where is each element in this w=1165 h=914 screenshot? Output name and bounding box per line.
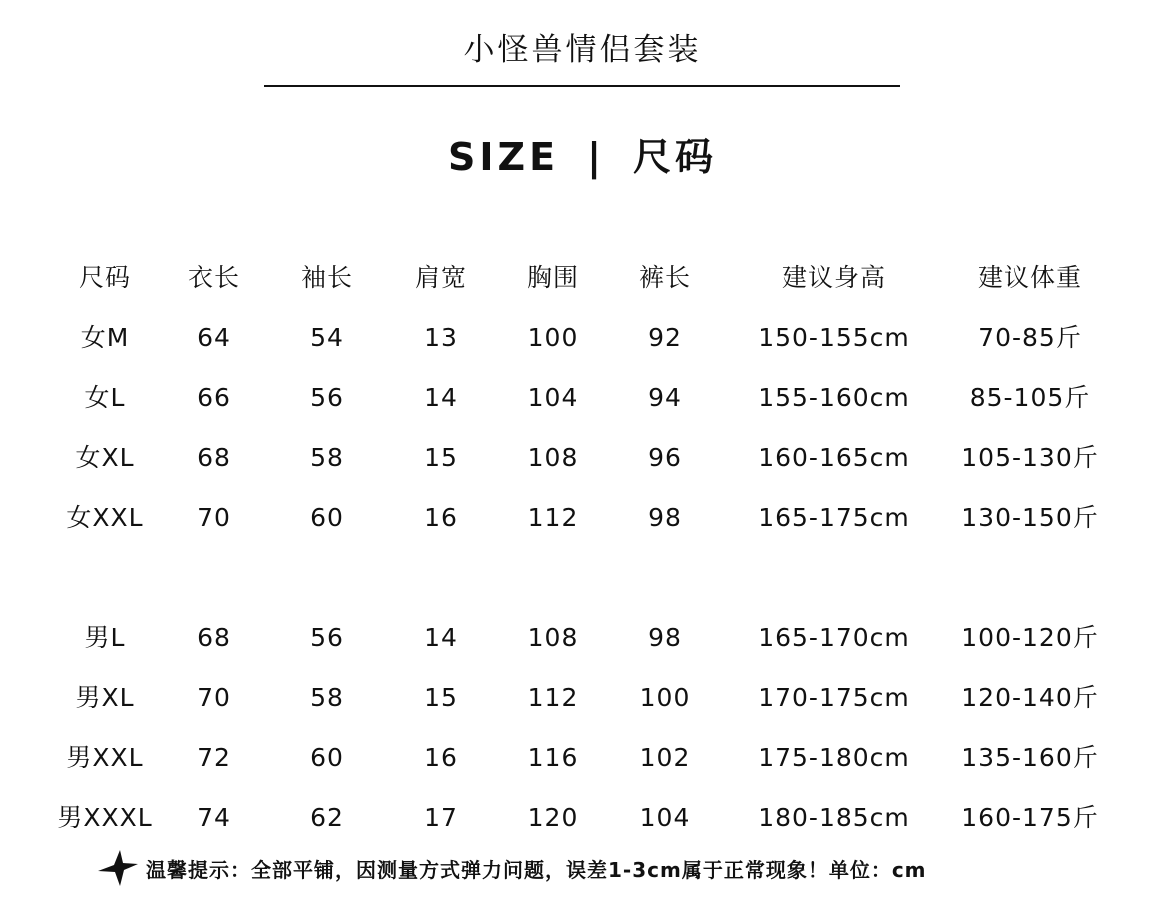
cell-length: 74 bbox=[197, 803, 231, 832]
cell-length: 64 bbox=[197, 323, 231, 352]
cell-pants-length: 92 bbox=[648, 323, 682, 352]
cell-height: 170-175cm bbox=[758, 683, 910, 712]
cell-size: 男XXXL bbox=[57, 803, 153, 832]
cell-chest: 108 bbox=[527, 443, 579, 472]
cell-shoulder: 14 bbox=[424, 383, 458, 412]
star-icon bbox=[96, 848, 140, 888]
cell-shoulder: 14 bbox=[424, 623, 458, 652]
cell-shoulder: 13 bbox=[424, 323, 458, 352]
cell-size: 女XL bbox=[75, 443, 135, 472]
cell-sleeve: 62 bbox=[310, 803, 344, 832]
size-heading-en: SIZE bbox=[448, 135, 560, 179]
table-row bbox=[0, 676, 1165, 720]
table-row bbox=[0, 436, 1165, 480]
cell-length: 68 bbox=[197, 623, 231, 652]
cell-pants-length: 98 bbox=[648, 503, 682, 532]
cell-size: 女M bbox=[80, 323, 130, 352]
cell-size: 女XXL bbox=[66, 503, 144, 532]
header-shoulder: 肩宽 bbox=[414, 263, 467, 292]
cell-weight: 135-160斤 bbox=[961, 743, 1099, 772]
cell-weight: 130-150斤 bbox=[961, 503, 1099, 532]
cell-sleeve: 58 bbox=[310, 683, 344, 712]
cell-length: 70 bbox=[197, 503, 231, 532]
cell-sleeve: 56 bbox=[310, 383, 344, 412]
cell-pants-length: 98 bbox=[648, 623, 682, 652]
cell-size: 男L bbox=[84, 623, 126, 652]
cell-height: 165-170cm bbox=[758, 623, 910, 652]
cell-chest: 112 bbox=[527, 683, 579, 712]
header-size: 尺码 bbox=[78, 263, 131, 292]
cell-height: 150-155cm bbox=[758, 323, 910, 352]
cell-height: 165-175cm bbox=[758, 503, 910, 532]
cell-chest: 108 bbox=[527, 623, 579, 652]
cell-pants-length: 94 bbox=[648, 383, 682, 412]
cell-chest: 104 bbox=[527, 383, 579, 412]
cell-sleeve: 54 bbox=[310, 323, 344, 352]
cell-length: 66 bbox=[197, 383, 231, 412]
cell-size: 男XL bbox=[75, 683, 135, 712]
cell-pants-length: 100 bbox=[639, 683, 691, 712]
cell-weight: 100-120斤 bbox=[961, 623, 1099, 652]
size-heading-cn: 尺码 bbox=[632, 135, 717, 179]
header-pants-length: 裤长 bbox=[638, 263, 691, 292]
size-heading bbox=[0, 126, 1165, 181]
page-title: 小怪兽情侣套装 bbox=[463, 32, 702, 68]
cell-pants-length: 104 bbox=[639, 803, 691, 832]
table-row bbox=[0, 496, 1165, 540]
cell-pants-length: 102 bbox=[639, 743, 691, 772]
measurement-note bbox=[96, 848, 927, 888]
table-row bbox=[0, 736, 1165, 780]
cell-length: 68 bbox=[197, 443, 231, 472]
title-divider bbox=[264, 85, 900, 87]
table-header-row bbox=[0, 256, 1165, 300]
cell-height: 175-180cm bbox=[758, 743, 910, 772]
size-heading-separator: | bbox=[587, 135, 605, 179]
header-weight: 建议体重 bbox=[977, 263, 1082, 292]
cell-sleeve: 60 bbox=[310, 743, 344, 772]
cell-chest: 100 bbox=[527, 323, 579, 352]
cell-shoulder: 15 bbox=[424, 683, 458, 712]
cell-shoulder: 17 bbox=[424, 803, 458, 832]
table-row bbox=[0, 616, 1165, 660]
cell-chest: 120 bbox=[527, 803, 579, 832]
cell-height: 180-185cm bbox=[758, 803, 910, 832]
cell-shoulder: 16 bbox=[424, 743, 458, 772]
cell-weight: 105-130斤 bbox=[961, 443, 1099, 472]
header-chest: 胸围 bbox=[526, 263, 579, 292]
header-height: 建议身高 bbox=[781, 263, 886, 292]
cell-sleeve: 56 bbox=[310, 623, 344, 652]
cell-size: 女L bbox=[84, 383, 126, 412]
measurement-note-text: 温馨提示：全部平铺，因测量方式弹力问题，误差1-3cm属于正常现象！单位：cm bbox=[146, 857, 927, 882]
header-length: 衣长 bbox=[187, 263, 240, 292]
cell-pants-length: 96 bbox=[648, 443, 682, 472]
table-row bbox=[0, 376, 1165, 420]
cell-shoulder: 15 bbox=[424, 443, 458, 472]
cell-chest: 112 bbox=[527, 503, 579, 532]
cell-height: 155-160cm bbox=[758, 383, 910, 412]
cell-weight: 160-175斤 bbox=[961, 803, 1099, 832]
table-row bbox=[0, 796, 1165, 840]
header-sleeve: 袖长 bbox=[300, 263, 353, 292]
cell-length: 72 bbox=[197, 743, 231, 772]
cell-weight: 70-85斤 bbox=[978, 323, 1082, 352]
cell-weight: 85-105斤 bbox=[969, 383, 1091, 412]
cell-sleeve: 58 bbox=[310, 443, 344, 472]
cell-size: 男XXL bbox=[66, 743, 144, 772]
table-row bbox=[0, 316, 1165, 360]
cell-height: 160-165cm bbox=[758, 443, 910, 472]
cell-sleeve: 60 bbox=[310, 503, 344, 532]
cell-length: 70 bbox=[197, 683, 231, 712]
cell-shoulder: 16 bbox=[424, 503, 458, 532]
cell-chest: 116 bbox=[527, 743, 579, 772]
cell-weight: 120-140斤 bbox=[961, 683, 1099, 712]
